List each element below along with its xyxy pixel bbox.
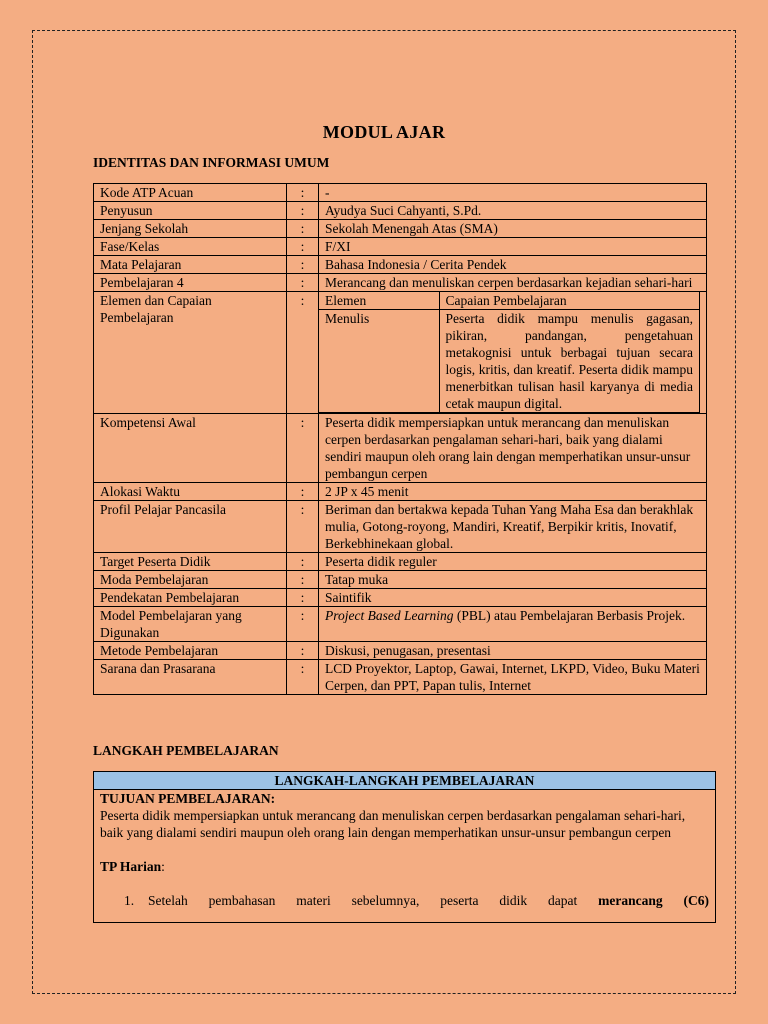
row-colon: : [287,607,319,642]
row-colon: : [287,660,319,695]
row-label: Jenjang Sekolah [94,220,287,238]
row-value: Saintifik [319,589,707,607]
table-row [94,274,707,292]
row-label: Alokasi Waktu [94,483,287,501]
table-row [94,184,707,202]
row-colon: : [287,274,319,292]
row-colon: : [287,571,319,589]
table-row [94,238,707,256]
row-label: Kompetensi Awal [94,414,287,483]
row-label: Pendekatan Pembelajaran [94,589,287,607]
table-row [94,660,707,695]
list-number: 1. [124,893,135,908]
row-label: Metode Pembelajaran [94,642,287,660]
tujuan-text: Peserta didik mempersiapkan untuk merancang dan menuliskan cerpen berdasarkan pengalaman sehari-hari, baik yang dialami sendiri maupun oleh orang lain dengan memperhatikan unsur-unsur pembangun cerpen [100,808,686,840]
tp-colon: : [161,859,165,874]
row-label: Moda Pembelajaran [94,571,287,589]
row-value: Bahasa Indonesia / Cerita Pendek [319,256,707,274]
row-label: Elemen dan Capaian Pembelajaran [94,292,287,414]
row-label: Kode ATP Acuan [94,184,287,202]
row-value: - [319,184,707,202]
row-value: Beriman dan bertakwa kepada Tuhan Yang Maha Esa dan berakhlak mulia, Gotong-royong, Mandiri, Kreatif, Berpikir kritis, Inovatif, Berkebhinekaan global. [319,501,707,553]
row-colon: : [287,256,319,274]
row-value: LCD Proyektor, Laptop, Gawai, Internet, LKPD, Video, Buku Materi Cerpen, dan PPT, Papan tulis, Internet [319,660,707,695]
row-colon: : [287,589,319,607]
row-value: Merancang dan menuliskan cerpen berdasarkan kejadian sehari-hari [319,274,707,292]
row-value: F/XI [319,238,707,256]
list-item [100,892,709,909]
row-value: Peserta didik mempersiapkan untuk merancang dan menuliskan cerpen berdasarkan pengalaman sehari-hari, baik yang dialami sendiri maupun oleh orang lain dengan memperhatikan unsur-unsur pembangun cerpen [319,414,707,483]
section-heading-identitas: IDENTITAS DAN INFORMASI UMUM [93,155,330,170]
list-text [148,892,709,909]
tujuan-heading: TUJUAN PEMBELAJARAN: [100,791,276,806]
row-label: Penyusun [94,202,287,220]
table-row [94,589,707,607]
elemen-cell: Menulis [319,310,439,413]
table-row [94,202,707,220]
row-value: 2 JP x 45 menit [319,483,707,501]
row-label: Fase/Kelas [94,238,287,256]
row-value [319,607,707,642]
list-text-plain: Setelah pembahasan materi sebelumnya, peserta didik dapat [148,893,578,908]
row-colon: : [287,501,319,553]
row-label: Pembelajaran 4 [94,274,287,292]
row-value: Diskusi, penugasan, presentasi [319,642,707,660]
steps-box [93,771,716,923]
row-value: Sekolah Menengah Atas (SMA) [319,220,707,238]
identity-table [93,183,707,695]
capaian-cell: Peserta didik mampu menulis gagasan, pikiran, pandangan, pengetahuan metakognisi untuk berbagai tujuan secara logis, kritis, dan kreatif. Peserta didik mampu menerbitkan tulisan hasil karyanya di media cetak maupun digital. [439,310,700,413]
row-colon: : [287,292,319,414]
row-colon: : [287,184,319,202]
table-row [94,414,707,483]
row-colon: : [287,483,319,501]
row-colon: : [287,220,319,238]
list-text-bold: merancang (C6) [598,893,709,908]
table-row [94,571,707,589]
column-header-capaian: Capaian Pembelajaran [439,292,700,310]
table-row [94,501,707,553]
row-value: Peserta didik reguler [319,553,707,571]
row-label: Target Peserta Didik [94,553,287,571]
table-row [94,256,707,274]
row-label: Profil Pelajar Pancasila [94,501,287,553]
section-heading-langkah: LANGKAH PEMBELAJARAN [93,743,279,758]
document-title: MODUL AJAR [322,122,446,142]
table-row [319,310,700,413]
tp-label: TP Harian [100,859,162,874]
table-row [94,483,707,501]
row-label: Mata Pelajaran [94,256,287,274]
steps-body [94,790,715,909]
tp-harian [100,858,709,875]
table-row [94,642,707,660]
table-row [319,292,700,310]
italic-term: Project Based Learning [325,608,454,623]
steps-header: LANGKAH-LANGKAH PEMBELAJARAN [94,772,715,790]
capaian-table [319,292,700,413]
row-colon: : [287,202,319,220]
table-row [94,220,707,238]
row-colon: : [287,238,319,256]
row-value [319,292,707,414]
row-colon: : [287,553,319,571]
row-value: Tatap muka [319,571,707,589]
row-value: Ayudya Suci Cahyanti, S.Pd. [319,202,707,220]
row-colon: : [287,642,319,660]
table-row [94,607,707,642]
table-row [94,292,707,414]
row-value-rest: (PBL) atau Pembelajaran Berbasis Projek. [453,608,686,623]
row-label: Model Pembelajaran yang Digunakan [94,607,287,642]
row-label: Sarana dan Prasarana [94,660,287,695]
row-colon: : [287,414,319,483]
table-row [94,553,707,571]
column-header-elemen: Elemen [319,292,439,310]
